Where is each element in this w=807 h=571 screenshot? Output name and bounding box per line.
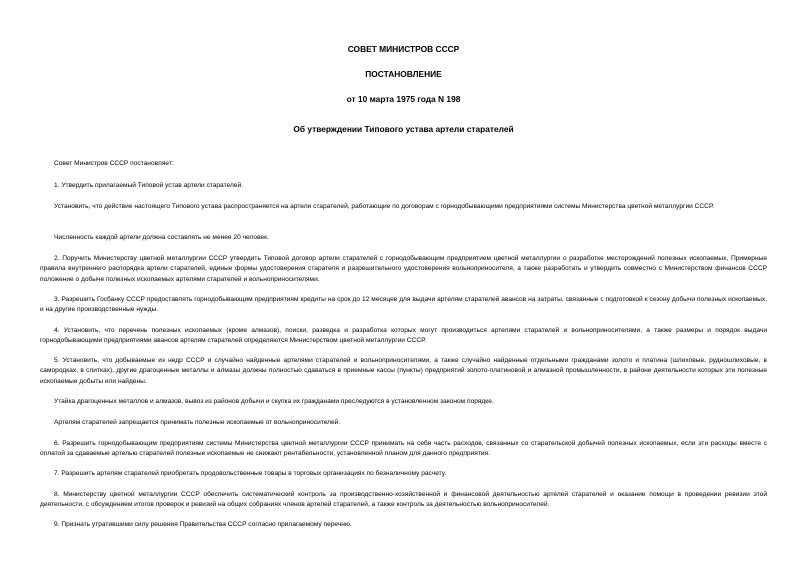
document-date-number: от 10 марта 1975 года N 198 xyxy=(346,94,461,104)
paragraph-preamble: Совет Министров СССР постановляет: xyxy=(54,160,174,167)
issuing-authority: СОВЕТ МИНИСТРОВ СССР xyxy=(347,44,460,54)
paragraph-item-1-scope: Установить, что действие настоящего Типового устава распространяется на артели старателей, работающие по договорам с горнодобывающими предприятиями системы Министерства цветной металлургии СССР. xyxy=(54,203,714,210)
paragraph-item-1: 1. Утвердить прилагаемый Типовой устав артели старателей. xyxy=(54,182,243,189)
paragraph-item-5-concealment: Утайка драгоценных металлов и алмазов, вывоз из районов добычи и скупка их гражданами преследуются в установленном законом порядке. xyxy=(54,398,494,405)
paragraph-item-8: 8. Министерству цветной металлургии СССР обеспечить систематический контроль за производственно-хозяйственной и финансовой деятельностью артелей старателей и оказание помощи в проведении ревизии этой деятельности, с обсуждением итогов проверок и ревизий на общих собраниях членов артелей старателей, а также контроль за деятельностью вольноприносителей. xyxy=(40,491,767,509)
paragraph-item-4: 4. Установить, что перечень полезных ископаемых (кроме алмазов), поиски, разведка и разработка которых могут производиться артелями старателей и вольноприносителями, а также размеры и порядок выдачи горнодобывающими предприятиями авансов артелям старателей определяются Министерством цветной металлургии СССР. xyxy=(40,327,767,345)
paragraph-item-9: 9. Признать утратившими силу решения Правительства СССР согласно прилагаемому перечню. xyxy=(54,521,352,528)
paragraph-item-1-headcount: Численность каждой артели должна составлять не менее 20 человек. xyxy=(54,234,269,241)
paragraph-item-5: 5. Установить, что добываемые из недр СССР и случайно найденные артелями старателей и вольноприносителями, а также случайно найденные отдельными гражданами золото и платина (шлиховые, рудношлиховые, в самородках, в слитках), другие драгоценные металлы и алмазы должны полностью сдаваться в приемные кассы (пункты) предприятий золото-платиновой и алмазной промышленности, в районе деятельности которых эти полезные ископаемые добыты или найдены. xyxy=(40,357,767,385)
paragraph-item-6: 6. Разрешить горнодобывающим предприятиям системы Министерства цветной металлургии СССР принимать на себя часть расходов, связанных со старательской добычей полезных ископаемых, если эти расходы вместе с оплатой за сдаваемые артелью старателей полезные ископаемые не снижают рентабельности, установленной планом для данного предприятия. xyxy=(40,440,767,458)
paragraph-item-3: 3. Разрешить Госбанку СССР предоставлять горнодобывающим предприятиям кредиты на срок до 12 месяцев для выдачи артелям старателей авансов на затраты, связанные с подготовкой к сезону добычи полезных ископаемых, и на другие производственные нужды. xyxy=(40,296,767,314)
document-title: Об утверждении Типового устава артели старателей xyxy=(293,124,514,134)
paragraph-item-2: 2. Поручить Министерству цветной металлургии СССР утвердить Типовой договор артели старателей с горнодобывающим предприятием цветной металлургии о разработке месторождений полезных ископаемых, Примерные правила внутреннего распорядка артели старателей, единые формы удостоверения старателя и разрешительного удостоверения вольноприносителя, а также разработать и утвердить совместно с Министерством финансов СССР положение о добыче полезных ископаемых артелями старателей и вольноприносителями. xyxy=(40,255,767,283)
paragraph-item-7: 7. Разрешить артелям старателей приобретать продовольственные товары в торговых организациях по безналичному расчету. xyxy=(54,470,447,477)
document-type: ПОСТАНОВЛЕНИЕ xyxy=(365,69,442,79)
paragraph-item-5-prohibition: Артелям старателей запрещается принимать полезные ископаемые от вольноприносителей. xyxy=(54,419,341,426)
